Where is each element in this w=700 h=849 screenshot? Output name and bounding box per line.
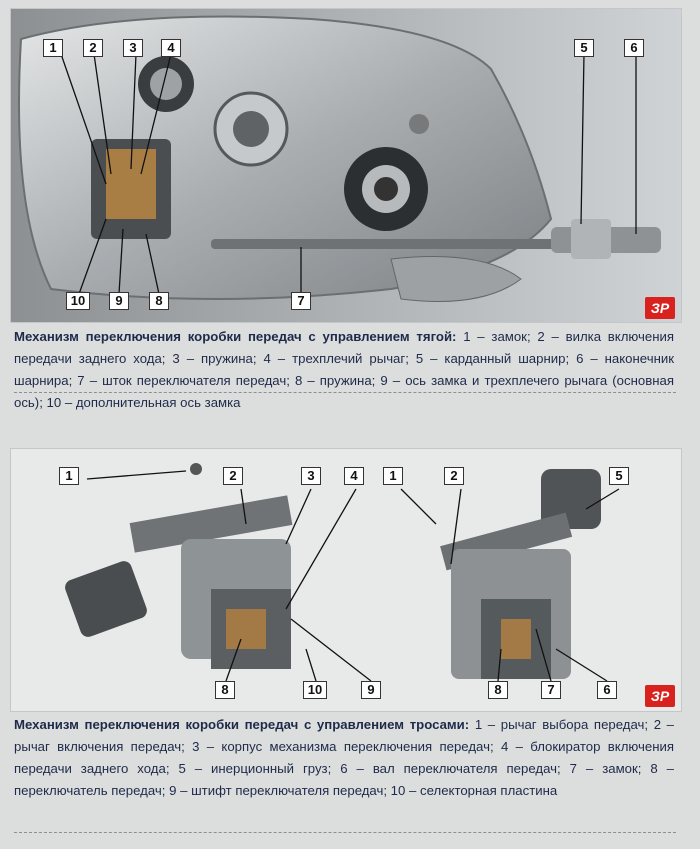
bottom-caption-title: Механизм переключения коробки передач с управлением тросами:: [14, 717, 470, 732]
callout-br-8: 8: [488, 681, 508, 699]
callout-top-9: 9: [109, 292, 129, 310]
callout-br-1: 1: [383, 467, 403, 485]
callout-bl-3: 3: [301, 467, 321, 485]
callout-br-5: 5: [609, 467, 629, 485]
callout-top-2: 2: [83, 39, 103, 57]
callout-bl-10: 10: [303, 681, 327, 699]
callout-br-2: 2: [444, 467, 464, 485]
callout-br-7: 7: [541, 681, 561, 699]
publisher-badge: ЗР: [645, 297, 675, 319]
callout-bl-4: 4: [344, 467, 364, 485]
bottom-caption: [14, 714, 674, 802]
callout-top-7: 7: [291, 292, 311, 310]
callout-br-6: 6: [597, 681, 617, 699]
callout-top-5: 5: [574, 39, 594, 57]
callout-bl-2: 2: [223, 467, 243, 485]
top-caption: [14, 326, 674, 414]
divider: [14, 392, 676, 393]
callout-top-8: 8: [149, 292, 169, 310]
bottom-divider: [14, 832, 676, 833]
callout-bl-8: 8: [215, 681, 235, 699]
callout-top-4: 4: [161, 39, 181, 57]
callout-top-10: 10: [66, 292, 90, 310]
callout-top-3: 3: [123, 39, 143, 57]
bottom-caption-text: 1 – рычаг выбора передач; 2 – рычаг включения передач; 3 – корпус механизма переключения передач; 4 – блокиратор включения передачи заднего хода; 5 – инерционный груз; 6 – вал переключателя передач; 7 – замок; 8 – переключатель передач; 9 – штифт переключателя передач; 10 – селекторная пластина: [14, 717, 674, 798]
top-caption-title: Механизм переключения коробки передач с управлением тягой:: [14, 329, 457, 344]
callout-top-6: 6: [624, 39, 644, 57]
bottom-photo: [10, 448, 682, 712]
publisher-badge-2: ЗР: [645, 685, 675, 707]
callout-bl-1: 1: [59, 467, 79, 485]
callout-top-1: 1: [43, 39, 63, 57]
mechanism-illustration: [11, 449, 681, 711]
top-caption-text: 1 – замок; 2 – вилка включения передачи заднего хода; 3 – пружина; 4 – трехплечий рычаг; 5 – карданный шарнир; 6 – наконечник шарнира; 7 – шток переключателя передач; 8 – пружина; 9 – ось замка и трехплечего рычага (основная ось); 10 – дополнительная ось замка: [14, 329, 675, 410]
callout-bl-9: 9: [361, 681, 381, 699]
top-photo: [10, 8, 682, 323]
